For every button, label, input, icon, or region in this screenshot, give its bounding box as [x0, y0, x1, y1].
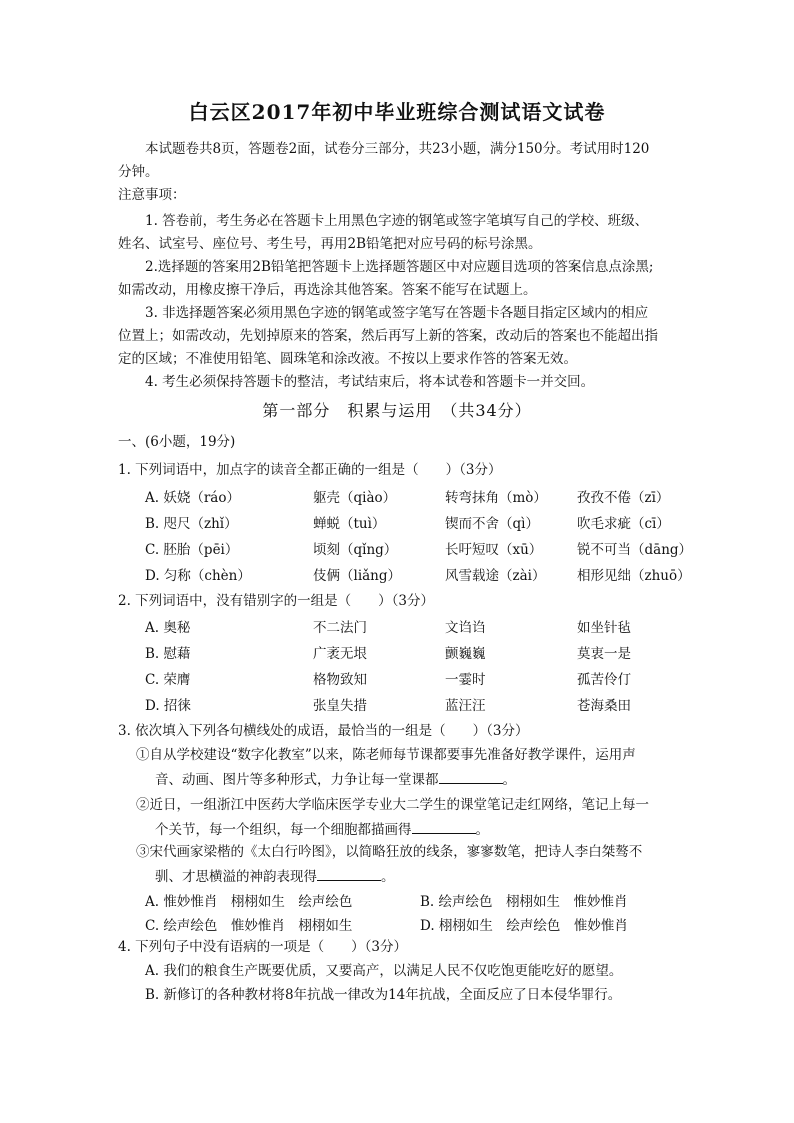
- q2-a-4: 如坐针毡: [577, 620, 631, 636]
- q1-c-1: C. 胚胎（pēi）: [145, 542, 239, 558]
- q2-b-2: 广袤无垠: [313, 646, 367, 662]
- note-2-line-1: 2.选择题的答案用2B铅笔把答题卡上选择题答题区中对应题目选项的答案信息点涂黑;: [145, 259, 654, 275]
- q3-sentence-2-line-1: ②近日，一组浙江中医药大学临床医学专业大二学生的课堂笔记走红网络，笔记上每一: [136, 797, 649, 813]
- q1-d-1: D. 匀称（chèn）: [145, 568, 251, 584]
- q2-b-4: 莫衷一是: [577, 646, 631, 662]
- q3-sentence-2-line-2: [155, 819, 489, 840]
- q2-a-2: 不二法门: [313, 620, 367, 636]
- q2-d-2: 张皇失措: [313, 698, 367, 714]
- note-3-line-2: 位置上；如需改动，先划掉原来的答案，然后再写上新的答案，改动后的答案也不能超出指: [118, 328, 658, 344]
- q2-c-1: C. 荣膺: [145, 672, 191, 688]
- q1-a-1: A. 妖娆（ráo）: [145, 490, 240, 506]
- q4-stem: 4. 下列句子中没有语病的一项是（ ）（3分）: [118, 939, 408, 955]
- q1-c-4: 锐不可当（dāng）: [577, 542, 693, 558]
- q2-a-1: A. 奥秘: [145, 620, 191, 636]
- q1-c-2: 顷刻（qǐng）: [313, 542, 398, 558]
- q3-sentence-1-text: 音、动画、图片等多种形式，力争让每一堂课都: [155, 772, 439, 788]
- note-1-line-2: 姓名、试室号、座位号、考生号，再用2B铅笔把对应号码的标号涂黑。: [118, 236, 542, 252]
- q2-stem: 2. 下列词语中，没有错别字的一组是（ ）（3分）: [118, 593, 435, 609]
- note-1-line-1: 1. 答卷前，考生务必在答题卡上用黑色字迹的钢笔或签字笔填写自己的学校、班级、: [145, 213, 649, 229]
- q3-period-2: 。: [475, 822, 489, 838]
- q2-d-1: D. 招徕: [145, 698, 191, 714]
- q1-d-4: 相形见绌（zhuō）: [577, 568, 691, 584]
- q3-blank-3: [317, 866, 381, 881]
- q3-option-d: D. 栩栩如生 绘声绘色 惟妙惟肖: [420, 918, 628, 934]
- q1-a-4: 孜孜不倦（zī）: [577, 490, 670, 506]
- q3-sentence-3-line-2: [155, 866, 395, 887]
- section-1-heading: 一、(6小题，19分): [118, 434, 236, 450]
- q1-b-3: 锲而不舍（qì）: [445, 516, 539, 532]
- q3-option-b: B. 绘声绘色 栩栩如生 惟妙惟肖: [420, 894, 628, 910]
- q3-period-3: 。: [381, 869, 395, 885]
- q2-b-1: B. 慰藉: [145, 646, 191, 662]
- note-3-line-3: 定的区域；不准使用铅笔、圆珠笔和涂改液。不按以上要求作答的答案无效。: [118, 351, 577, 367]
- q3-blank-1: [439, 769, 503, 784]
- q3-sentence-2-text: 个关节，每一个组织，每一个细胞都描画得: [155, 822, 412, 838]
- intro-line-2: 分钟。: [118, 164, 159, 180]
- q1-d-3: 风雪载途（zài）: [445, 568, 546, 584]
- q3-period-1: 。: [502, 772, 516, 788]
- part-1-heading: 第一部分 积累与运用 （共34分）: [262, 401, 532, 420]
- note-3-line-1: 3. 非选择题答案必须用黑色字迹的钢笔或签字笔写在答题卡各题目指定区域内的相应: [145, 305, 649, 321]
- q3-sentence-3-text: 驯、才思横溢的神韵表现得: [155, 869, 317, 885]
- q2-c-2: 格物致知: [313, 672, 367, 688]
- q3-stem: 3. 依次填入下列各句横线处的成语，最恰当的一组是（ ）（3分）: [118, 723, 529, 739]
- q4-option-a: A. 我们的粮食生产既要优质，又要高产，以满足人民不仅吃饱更能吃好的愿望。: [145, 963, 623, 979]
- q1-stem: 1. 下列词语中，加点字的读音全都正确的一组是（ ）（3分）: [118, 462, 502, 478]
- note-2-line-2: 如需改动，用橡皮擦干净后，再选涂其他答案。答案不能写在试题上。: [118, 282, 537, 298]
- q2-c-4: 孤苦伶仃: [577, 672, 631, 688]
- q3-blank-2: [412, 819, 476, 834]
- q1-b-2: 蝉蜕（tuì）: [313, 516, 386, 532]
- notes-heading: 注意事项：: [118, 187, 186, 203]
- q2-b-3: 颤巍巍: [445, 646, 486, 662]
- q3-sentence-1-line-1: ①自从学校建设“数字化教室”以来，陈老师每节课都要事先准备好教学课件，运用声: [136, 747, 636, 763]
- exam-title: 白云区2017年初中毕业班综合测试语文试卷: [188, 100, 606, 124]
- q3-sentence-1-line-2: [155, 769, 516, 790]
- q2-a-3: 文诌诌: [445, 620, 486, 636]
- q1-c-3: 长吁短叹（xū）: [445, 542, 543, 558]
- intro-line-1: 本试题卷共8页，答题卷2面，试卷分三部分，共23小题，满分150分。考试用时120: [145, 141, 650, 157]
- q4-option-b: B. 新修订的各种教材将8年抗战一律改为14年抗战，全面反应了日本侵华罪行。: [145, 987, 622, 1003]
- q1-b-4: 吹毛求疵（cī）: [577, 516, 670, 532]
- q3-option-c: C. 绘声绘色 惟妙惟肖 栩栩如生: [145, 918, 353, 934]
- q1-a-3: 转弯抹角（mò）: [445, 490, 547, 506]
- q1-a-2: 躯壳（qiào）: [313, 490, 397, 506]
- q2-d-3: 蓝汪汪: [445, 698, 486, 714]
- q3-option-a: A. 惟妙惟肖 栩栩如生 绘声绘色: [145, 894, 353, 910]
- q2-c-3: 一霎时: [445, 672, 486, 688]
- q1-d-2: 伎俩（liǎng）: [313, 568, 402, 584]
- note-4: 4. 考生必须保持答题卡的整洁，考试结束后，将本试卷和答题卡一并交回。: [145, 374, 595, 390]
- q1-b-1: B. 咫尺（zhǐ）: [145, 516, 238, 532]
- q2-d-4: 苍海桑田: [577, 698, 631, 714]
- q3-sentence-3-line-1: ③宋代画家梁楷的《太白行吟图》，以简略狂放的线条，寥寥数笔，把诗人李白桀骜不: [136, 844, 643, 860]
